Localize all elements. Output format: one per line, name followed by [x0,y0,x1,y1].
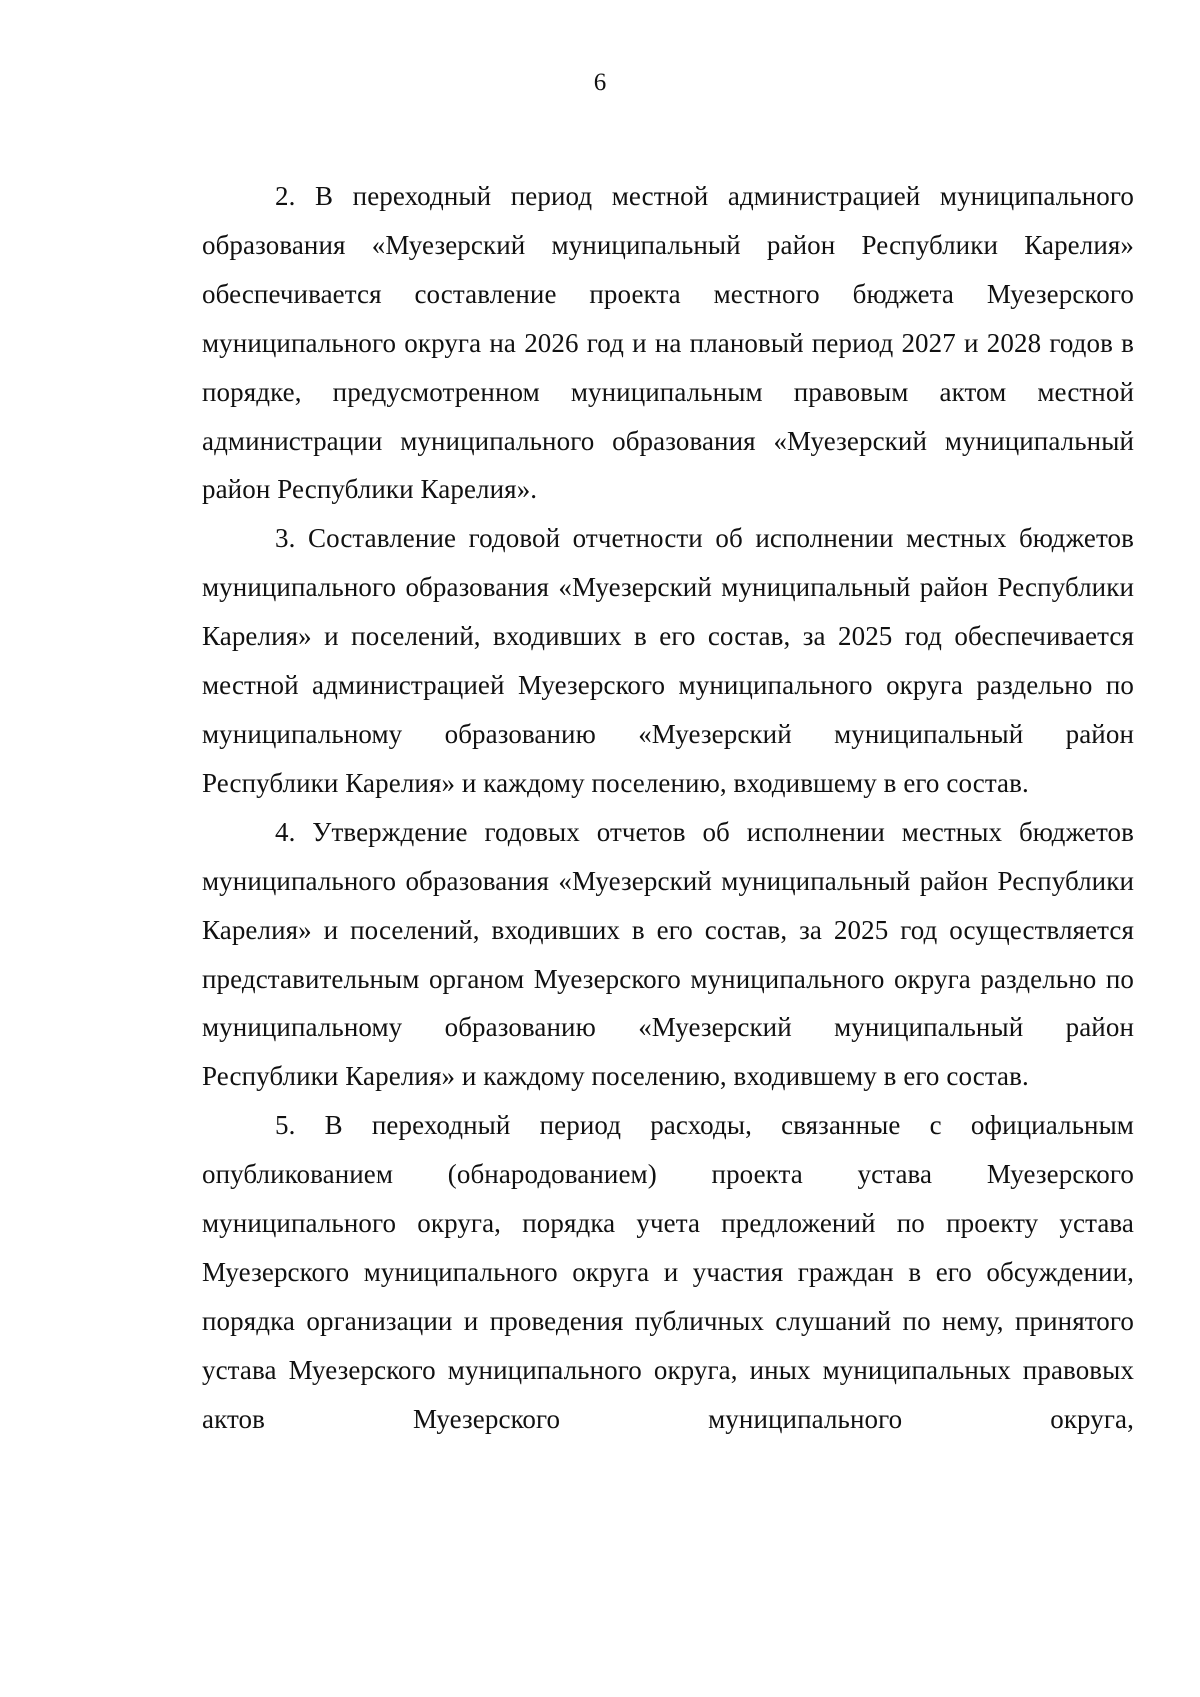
paragraph-4: 4. Утверждение годовых отчетов об исполнении местных бюджетов муниципального образования «Муезерский муниципальный район Республики Карелия» и поселений, входивших в его состав, за 2025 год осуществляется представительным органом Муезерского муниципального округа раздельно по муниципальному образованию «Муезерский муниципальный район Республики Карелия» и каждому поселению, входившему в его состав. [202,816,1134,1092]
page-number: 6 [593,69,607,96]
paragraph-3: 3. Составление годовой отчетности об исполнении местных бюджетов муниципального образования «Муезерский муниципальный район Республики Карелия» и поселений, входивших в его состав, за 2025 год обеспечивается местной администрацией Муезерского муниципального округа раздельно по муниципальному образованию «Муезерский муниципальный район Республики Карелия» и каждому поселению, входившему в его состав. [202,523,1134,798]
document-body [202,172,1134,1444]
paragraph-5: 5. В переходный период расходы, связанные с официальным опубликованием (обнародованием) проекта устава Муезерского муниципального округа, порядка учета предложений по проекту устава Муезерского муниципального округа и участия граждан в его обсуждении, порядка организации и проведения публичных слушаний по нему, принятого устава Муезерского муниципального округа, иных муниципальных правовых актов Муезерского муниципального округа, [202,1110,1134,1434]
paragraph-2: 2. В переходный период местной администрацией муниципального образования «Муезерский муниципальный район Республики Карелия» обеспечивается составление проекта местного бюджета Муезерского муниципального округа на 2026 год и на плановый период 2027 и 2028 годов в порядке, предусмотренном муниципальным правовым актом местной администрации муниципального образования «Муезерский муниципальный район Республики Карелия». [202,181,1134,505]
